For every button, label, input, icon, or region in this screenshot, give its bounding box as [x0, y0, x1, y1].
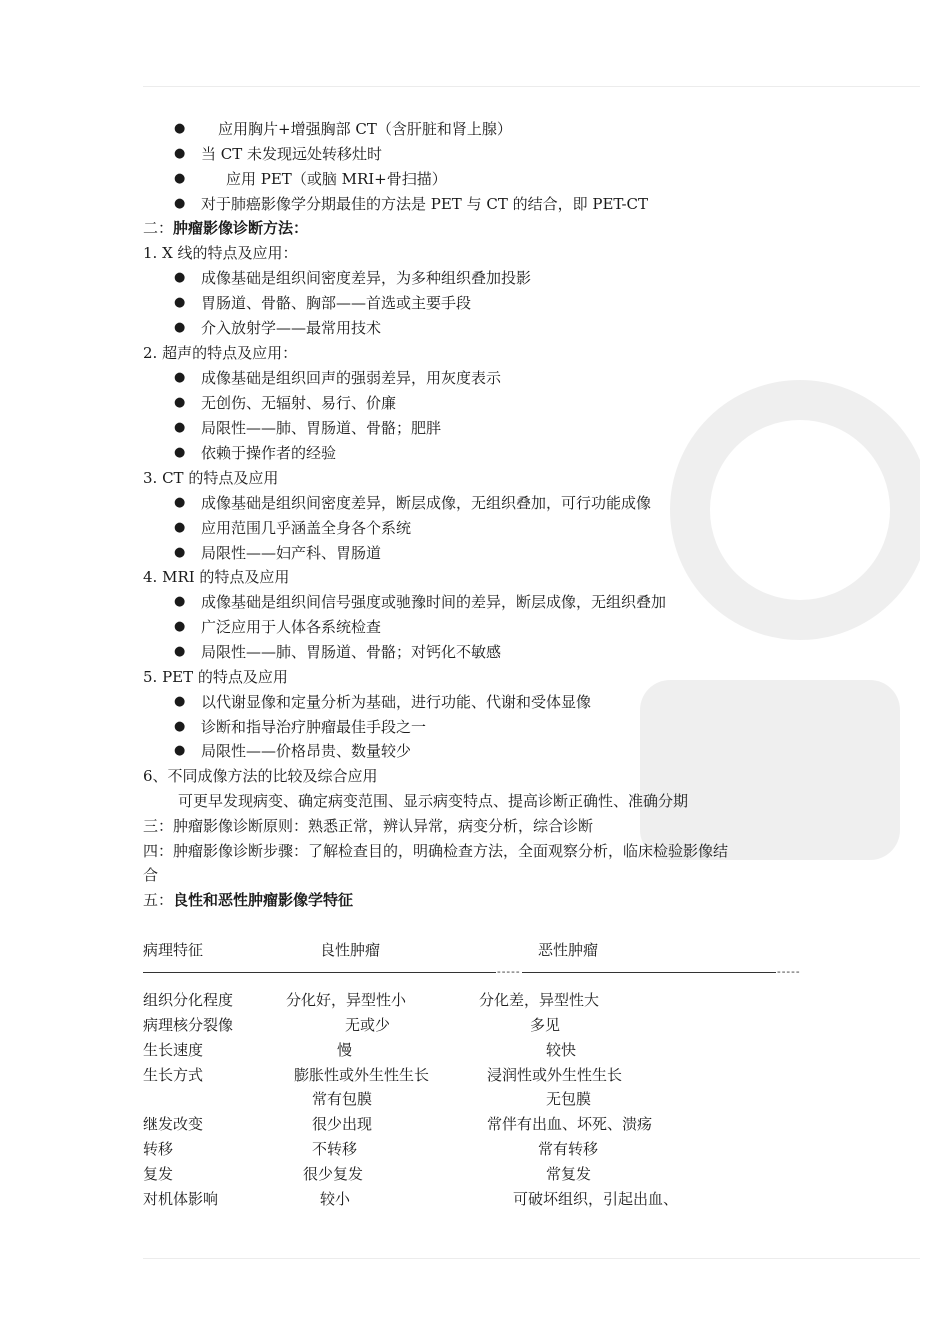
bullet-dot: ●	[174, 270, 186, 285]
bullet-dot: ●	[174, 644, 186, 659]
table-cell-feature: 对机体影响	[143, 1190, 219, 1208]
table-cell-feature: 病理核分裂像	[143, 1016, 234, 1034]
table-cell-benign: 很少复发	[303, 1165, 364, 1183]
table-cell-feature: 复发	[143, 1165, 174, 1183]
page-bottom-rule	[143, 1258, 920, 1259]
list-item: 胃肠道、骨骼、胸部——首选或主要手段	[201, 294, 472, 312]
table-rule	[522, 972, 776, 973]
table-cell-benign: 慢	[337, 1041, 353, 1059]
table-cell-malignant: 常复发	[546, 1165, 592, 1183]
column-header-benign: 良性肿瘤	[320, 941, 381, 959]
list-item: 成像基础是组织间信号强度或驰豫时间的差异，断层成像，无组织叠加	[201, 593, 667, 611]
steps-line-continued: 合	[143, 866, 159, 884]
bullet-dot: ●	[174, 445, 186, 460]
subsection-title: 2. 超声的特点及应用：	[143, 344, 298, 362]
table-rule-dash: -----	[497, 965, 521, 978]
table-rule-dash: -----	[777, 965, 801, 978]
bullet-dot: ●	[174, 520, 186, 535]
section-title: 良性和恶性肿瘤影像学特征	[173, 891, 354, 909]
table-cell-malignant: 多见	[530, 1016, 561, 1034]
section-prefix: 五：	[143, 891, 174, 909]
section-heading	[143, 890, 353, 910]
bullet-dot: ●	[174, 196, 186, 211]
list-item: 局限性——肺、胃肠道、骨骼；肥胖	[201, 419, 442, 437]
bullet-dot: ●	[174, 295, 186, 310]
steps-line: 四：肿瘤影像诊断步骤：了解检查目的，明确检查方法，全面观察分析，临床检验影像结	[143, 842, 729, 860]
table-rule	[143, 972, 496, 973]
list-item: 局限性——妇产科、胃肠道	[201, 544, 382, 562]
bullet-dot: ●	[174, 545, 186, 560]
list-item: 以代谢显像和定量分析为基础，进行功能、代谢和受体显像	[201, 693, 592, 711]
table-cell-feature: 生长方式	[143, 1066, 204, 1084]
table-cell-benign: 无或少	[345, 1016, 391, 1034]
list-item: 依赖于操作者的经验	[201, 444, 337, 462]
bullet-dot: ●	[174, 619, 186, 634]
bullet-dot: ●	[174, 743, 186, 758]
table-cell-malignant: 浸润性或外生性生长	[487, 1066, 623, 1084]
subsection-title: 3. CT 的特点及应用	[143, 469, 279, 487]
table-cell-benign: 分化好，异型性小	[286, 991, 407, 1009]
table-cell-benign: 很少出现	[312, 1115, 373, 1133]
bullet-dot: ●	[174, 594, 186, 609]
staging-item: 应用 PET（或脑 MRI+骨扫描）	[226, 170, 447, 188]
table-cell-benign: 膨胀性或外生性生长	[294, 1066, 430, 1084]
table-cell-feature: 生长速度	[143, 1041, 204, 1059]
subsection-title: 4. MRI 的特点及应用	[143, 568, 290, 586]
list-item: 介入放射学——最常用技术	[201, 319, 382, 337]
table-cell-malignant: 可破坏组织，引起出血、	[513, 1190, 679, 1208]
list-item: 无创伤、无辐射、易行、价廉	[201, 394, 397, 412]
table-cell-malignant: 常伴有出血、坏死、溃疡	[487, 1115, 653, 1133]
bullet-dot: ●	[174, 171, 186, 186]
bullet-dot: ●	[174, 395, 186, 410]
table-cell-benign: 较小	[320, 1190, 351, 1208]
staging-item: 应用胸片+增强胸部 CT（含肝脏和肾上腺）	[218, 120, 512, 138]
list-item: 应用范围几乎涵盖全身各个系统	[201, 519, 412, 537]
subsection-title: 6、不同成像方法的比较及综合应用	[143, 767, 378, 785]
paragraph: 可更早发现病变、确定病变范围、显示病变特点、提高诊断正确性、准确分期	[178, 792, 689, 810]
section-title: 肿瘤影像诊断方法：	[173, 219, 309, 237]
staging-item: 对于肺癌影像学分期最佳的方法是 PET 与 CT 的结合，即 PET-CT	[201, 195, 649, 213]
table-cell-feature: 组织分化程度	[143, 991, 234, 1009]
column-header-feature: 病理特征	[143, 941, 204, 959]
staging-item: 当 CT 未发现远处转移灶时	[201, 145, 383, 163]
table-cell-feature: 继发改变	[143, 1115, 204, 1133]
list-item: 局限性——价格昂贵、数量较少	[201, 742, 412, 760]
table-cell-malignant: 较快	[546, 1041, 577, 1059]
bullet-dot: ●	[174, 121, 186, 136]
page-top-rule	[143, 86, 920, 87]
table-cell-benign: 常有包膜	[312, 1090, 373, 1108]
column-header-malignant: 恶性肿瘤	[538, 941, 599, 959]
list-item: 局限性——肺、胃肠道、骨骼；对钙化不敏感	[201, 643, 502, 661]
list-item: 成像基础是组织间密度差异，断层成像，无组织叠加，可行功能成像	[201, 494, 652, 512]
bullet-dot: ●	[174, 370, 186, 385]
table-cell-feature: 转移	[143, 1140, 174, 1158]
table-cell-malignant: 无包膜	[546, 1090, 592, 1108]
list-item: 成像基础是组织回声的强弱差异，用灰度表示	[201, 369, 502, 387]
bullet-dot: ●	[174, 719, 186, 734]
bullet-dot: ●	[174, 495, 186, 510]
list-item: 诊断和指导治疗肿瘤最佳手段之一	[201, 718, 427, 736]
list-item: 广泛应用于人体各系统检查	[201, 618, 382, 636]
list-item: 成像基础是组织间密度差异，为多种组织叠加投影	[201, 269, 532, 287]
bullet-dot: ●	[174, 420, 186, 435]
subsection-title: 1. X 线的特点及应用：	[143, 244, 298, 262]
table-cell-benign: 不转移	[312, 1140, 358, 1158]
principle-line: 三：肿瘤影像诊断原则：熟悉正常，辨认异常，病变分析，综合诊断	[143, 817, 594, 835]
section-prefix: 二：	[143, 219, 174, 237]
bullet-dot: ●	[174, 694, 186, 709]
bullet-dot: ●	[174, 146, 186, 161]
table-cell-malignant: 常有转移	[538, 1140, 599, 1158]
table-cell-malignant: 分化差，异型性大	[479, 991, 600, 1009]
subsection-title: 5. PET 的特点及应用	[143, 668, 288, 686]
section-heading	[143, 218, 308, 238]
bullet-dot: ●	[174, 320, 186, 335]
